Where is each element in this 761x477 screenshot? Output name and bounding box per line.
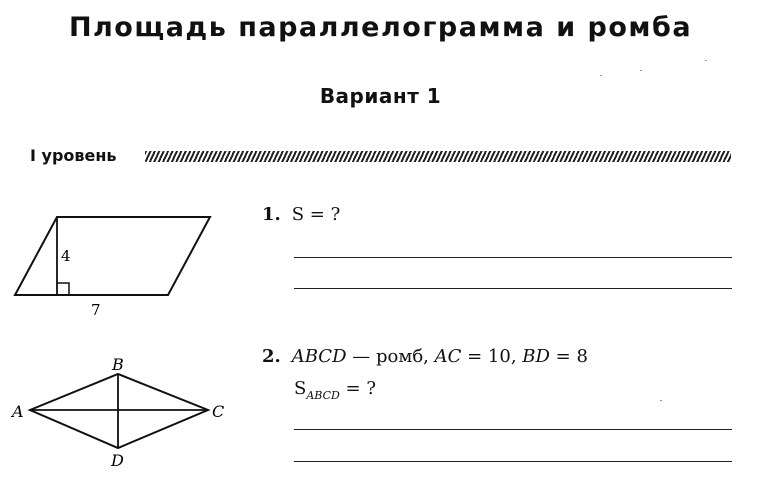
scan-speck [600, 75, 602, 76]
vertex-b-label: B [112, 355, 124, 374]
rhombus-figure [0, 352, 240, 474]
task-1 [262, 204, 340, 225]
variant-title: Вариант 1 [319, 84, 442, 108]
vertex-c-label: C [212, 402, 225, 421]
right-angle-mark [57, 283, 69, 295]
area-question-rest: = ? [339, 378, 376, 399]
height-label: 4 [61, 247, 71, 265]
parallelogram-figure [0, 205, 240, 320]
level-label: I уровень [30, 146, 117, 165]
worksheet-title: Площадь параллелограмма и ромба [68, 12, 693, 43]
rhombus-outline [30, 374, 208, 448]
task-2 [262, 346, 588, 367]
task-1-number: 1. [262, 204, 281, 225]
rhombus-name: ABCD [291, 346, 347, 367]
task-2-question [294, 378, 376, 402]
parallelogram-outline [15, 217, 210, 295]
base-label: 7 [91, 301, 101, 319]
task-1-answer-line-1 [294, 257, 732, 258]
diagonal-1-name: AC [434, 346, 462, 367]
task-1-question: S = ? [291, 204, 341, 225]
scan-speck [640, 70, 642, 71]
task-1-answer-line-2 [294, 288, 732, 289]
shape-word: ромб [375, 346, 424, 367]
diagonal-2-value: = 8 [549, 346, 588, 367]
diagonal-1-value: = 10 [461, 346, 511, 367]
vertex-d-label: D [111, 451, 124, 470]
diagonal-2-name: BD [522, 346, 550, 367]
dash: — [346, 346, 376, 367]
task-2-answer-line-2 [294, 461, 732, 462]
task-2-answer-line-1 [294, 429, 732, 430]
area-subscript: ABCD [306, 389, 340, 402]
scan-speck [660, 400, 662, 401]
vertex-a-label: A [12, 402, 24, 421]
level-hatched-divider [145, 151, 731, 162]
area-symbol: S [294, 378, 307, 399]
separator-2: , [510, 346, 523, 367]
separator-1: , [423, 346, 435, 367]
task-2-number: 2. [262, 346, 281, 367]
scan-speck [705, 60, 707, 61]
